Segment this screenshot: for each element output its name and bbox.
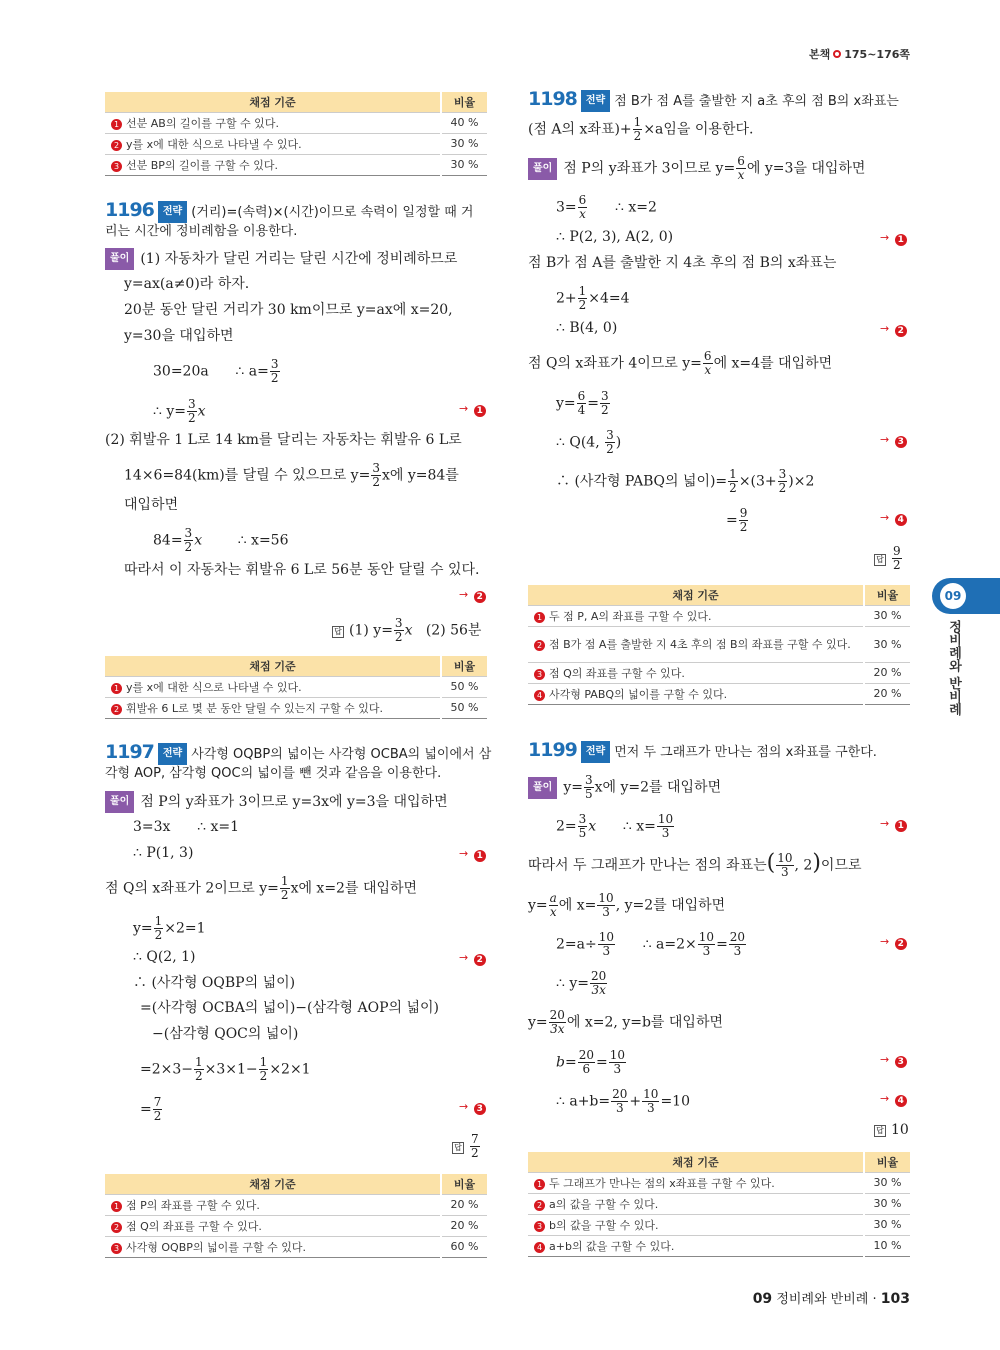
book-label: 본책	[808, 48, 831, 61]
solution-line: ∴ (사각형 PABQ의 넓이)= $\frac{1}{2}$ ×(3+ $\frac{3}{2}$ )×2	[556, 467, 815, 495]
fraction: $\frac{10}{3}$	[657, 812, 674, 840]
step-marker: → 4	[880, 511, 907, 526]
fraction: $\frac{3}{5}$	[578, 812, 587, 840]
fraction: $\frac{10}{3}$	[598, 930, 614, 958]
strategy-tag: 전략	[158, 201, 187, 223]
solution-line: ∴ B(4, 0)	[556, 320, 618, 336]
table-row: 4 a+b의 값을 구할 수 있다. 10 %	[528, 1235, 910, 1256]
solution-line: ∴ Q(2, 1)	[133, 949, 196, 965]
problem-1198-strategy: 1198 전략 점 B가 점 A를 출발한 지 a초 후의 점 B의 x좌표는	[528, 88, 899, 110]
solution-line: =2×3− $\frac{1}{2}$ ×3×1− $\frac{1}{2}$ ×2×1	[140, 1055, 311, 1083]
table-row: 2 a의 값을 구할 수 있다. 30 %	[528, 1193, 910, 1214]
table-row: 3 b의 값을 구할 수 있다. 30 %	[528, 1214, 910, 1235]
fraction: $\frac{10}{3}$	[777, 851, 793, 879]
solution-line: y= $\frac{a}{x}$ 에 x= $\frac{10}{3}$ , y=2를 대입하면	[528, 891, 726, 919]
step-marker: → 3	[880, 1053, 907, 1068]
fraction: $\frac{6}{x}$	[737, 154, 745, 182]
fraction: $\frac{20}{3}$	[612, 1087, 628, 1115]
criteria-table-1196: 채점 기준 비율 1 y를 x에 대한 식으로 나타낼 수 있다. 50 % 2 휘발유 6 L로 몇 분 동안 달릴 수 있는지 구할 수 있다. 50 %	[105, 656, 487, 719]
solution-line: 점 Q의 x좌표가 4이므로 y= $\frac{6}{x}$ 에 x=4를 대입하면	[528, 349, 833, 377]
answer: 답 (1) y= $\frac{3}{2}$ x (2) 56분	[332, 617, 481, 644]
table-row: 1 두 점 P, A의 좌표를 구할 수 있다. 30 %	[528, 605, 910, 626]
problem-1199-strategy: 1199 전략 먼저 두 그래프가 만나는 점의 x좌표를 구한다.	[528, 739, 877, 761]
fraction: $\frac{20}{3x}$	[591, 969, 607, 997]
fraction: $\frac{3}{2}$	[372, 461, 380, 489]
solution-line: 14×6=84(km)를 달릴 수 있으므로 y= $\frac{3}{2}$ x에 y=84를	[124, 461, 459, 489]
ratio-header: 비율	[441, 92, 487, 112]
fraction: $\frac{9}{2}$	[893, 544, 901, 572]
solution-line: ∴ (사각형 OQBP의 넓이)	[133, 975, 296, 991]
step-marker: → 1	[459, 402, 486, 417]
step-marker: → 2	[459, 951, 486, 966]
step-marker: → 4	[880, 1092, 907, 1107]
chapter-number: 09	[940, 583, 966, 609]
chapter-title: 정비례와 반비례	[946, 620, 961, 716]
table-row: 2 y를 x에 대한 식으로 나타낼 수 있다. 30 %	[105, 133, 487, 154]
solution-line: 풀이 점 P의 y좌표가 3이므로 y=3x에 y=3을 대입하면	[105, 791, 448, 813]
problem-number: 1199	[528, 739, 577, 761]
problem-1197-strategy: 1197 전략 사각형 OQBP의 넓이는 사각형 OCBA의 넓이에서 삼	[105, 741, 492, 763]
solution-line: =(사각형 OCBA의 넓이)−(삼각형 AOP의 넓이)	[140, 1000, 439, 1016]
solution-line: 2= $\frac{3}{5}$ x ∴ x= $\frac{10}{3}$	[556, 812, 674, 840]
footer-title: 정비례와 반비례	[776, 1292, 869, 1307]
table-row: 3 점 Q의 좌표를 구할 수 있다. 20 %	[528, 662, 910, 683]
page-footer: 09 정비례와 반비례 · 103	[752, 1291, 910, 1307]
page-number: 103	[880, 1291, 910, 1307]
answer-icon: 답	[874, 554, 886, 566]
solution-line: ∴ Q(4, $\frac{3}{2}$ )	[556, 428, 622, 456]
fraction: $\frac{3}{2}$	[778, 467, 787, 495]
page-header	[809, 46, 910, 62]
solution-line: 풀이 (1) 자동차가 달린 거리는 달린 시간에 정비례하므로	[105, 248, 457, 270]
table-row: 1 두 그래프가 만나는 점의 x좌표를 구할 수 있다. 30 %	[528, 1172, 910, 1193]
fraction: $\frac{6}{x}$	[703, 349, 712, 377]
footer-chapter: 09	[752, 1291, 773, 1307]
fraction: $\frac{3}{2}$	[188, 397, 196, 425]
solution-line: 풀이 y= $\frac{3}{5}$ x에 y=2를 대입하면	[528, 774, 721, 801]
strategy-text: (점 A의 x좌표)+ $\frac{1}{2}$ ×a임을 이용한다.	[528, 115, 754, 143]
solution-tag: 풀이	[105, 791, 134, 813]
solution-line: y=30을 대입하면	[124, 328, 234, 344]
fraction: $\frac{1}{2}$	[154, 914, 163, 942]
criteria-table-1198: 채점 기준 비율 1 두 점 P, A의 좌표를 구할 수 있다. 30 % 2 점 B가 점 A를 출발한 지 4초 후의 점 B의 좌표를 구할 수 있다. 30 % 3 점 Q의 좌표를 구할 수 있다. 20 % 4 사각형 PABQ의 넓이를 구할 수 있다. 20 %	[528, 585, 910, 705]
table-row: 1 y를 x에 대한 식으로 나타낼 수 있다. 50 %	[105, 676, 487, 697]
step-marker: → 3	[459, 1100, 486, 1115]
table-row: 2 휘발유 6 L로 몇 분 동안 달릴 수 있는지 구할 수 있다. 50 %	[105, 697, 487, 718]
solution-line: 3=3x ∴ x=1	[133, 819, 240, 835]
solution-line: 2+ $\frac{1}{2}$ ×4=4	[556, 284, 630, 312]
chapter-tab[interactable]	[932, 578, 1000, 614]
answer-icon: 답	[452, 1142, 464, 1154]
bullet-icon	[833, 50, 841, 58]
fraction: $\frac{3}{2}$	[184, 526, 193, 554]
problem-number: 1196	[105, 199, 154, 221]
page-range: 175~176쪽	[844, 48, 910, 61]
fraction: $\frac{20}{3}$	[729, 930, 746, 958]
solution-line: (2) 휘발유 1 L로 14 km를 달리는 자동차는 휘발유 6 L로	[105, 432, 462, 448]
solution-line: 따라서 두 그래프가 만나는 점의 좌표는( $\frac{10}{3}$ , 2)이므로	[528, 850, 862, 879]
fraction: $\frac{3}{5}$	[584, 773, 593, 801]
solution-line: 20분 동안 달린 거리가 30 km이므로 y=ax에 x=20,	[124, 302, 453, 318]
solution-tag: 풀이	[105, 248, 134, 270]
fraction: $\frac{3}{2}$	[394, 616, 403, 644]
fraction: $\frac{10}{3}$	[598, 891, 614, 919]
table-row: 2 점 B가 점 A를 출발한 지 4초 후의 점 B의 좌표를 구할 수 있다. 30 %	[528, 626, 910, 662]
step-marker: → 1	[880, 817, 907, 832]
fraction: $\frac{1}{2}$	[259, 1055, 268, 1083]
fraction: $\frac{3}{2}$	[606, 428, 614, 456]
answer-icon: 답	[332, 626, 344, 638]
problem-number: 1198	[528, 88, 577, 110]
strategy-tag: 전략	[581, 741, 610, 763]
solution-line: 점 Q의 x좌표가 2이므로 y= $\frac{1}{2}$ x에 x=2를 대입하면	[105, 874, 418, 902]
problem-1196-strategy: 1196 전략 (거리)=(속력)×(시간)이므로 속력이 일정할 때 거	[105, 199, 474, 221]
fraction: $\frac{10}{3}$	[643, 1087, 659, 1115]
strategy-tag: 전략	[581, 90, 610, 112]
fraction: $\frac{10}{3}$	[698, 930, 715, 958]
fraction: $\frac{1}{2}$	[195, 1055, 203, 1083]
strategy-text: 각형 AOP, 삼각형 QOC의 넓이를 뺀 것과 같음을 이용한다.	[105, 766, 442, 781]
solution-line: 대입하면	[124, 497, 179, 513]
problem-number: 1197	[105, 741, 154, 763]
table-row: 2 점 Q의 좌표를 구할 수 있다. 20 %	[105, 1215, 487, 1236]
solution-line: y= $\frac{20}{3x}$ 에 x=2, y=b를 대입하면	[528, 1008, 724, 1036]
solution-line: y= $\frac{1}{2}$ ×2=1	[133, 914, 206, 942]
fraction: $\frac{20}{6}$	[578, 1048, 594, 1076]
table-row: 4 사각형 PABQ의 넓이를 구할 수 있다. 20 %	[528, 683, 910, 704]
solution-line: 3= $\frac{6}{x}$ ∴ x=2	[556, 193, 657, 221]
solution-line: ∴ y= $\frac{20}{3x}$	[556, 969, 607, 997]
fraction: $\frac{1}{2}$	[633, 115, 642, 143]
answer-icon: 답	[874, 1125, 886, 1137]
fraction: $\frac{3}{2}$	[270, 357, 279, 385]
strategy-text: 리는 시간에 정비례함을 이용한다.	[105, 224, 298, 239]
table-row: 1 점 P의 좌표를 구할 수 있다. 20 %	[105, 1194, 487, 1215]
fraction: $\frac{3}{2}$	[601, 389, 609, 417]
fraction: $\frac{7}{2}$	[153, 1095, 162, 1123]
table-row: 3 사각형 OQBP의 넓이를 구할 수 있다. 60 %	[105, 1236, 487, 1257]
strategy-tag: 전략	[158, 743, 187, 765]
solution-line: y=ax(a≠0)라 하자.	[124, 276, 250, 292]
table-row: 3 선분 BP의 길이를 구할 수 있다. 30 %	[105, 154, 487, 175]
step-marker: → 3	[880, 433, 907, 448]
solution-line: 따라서 이 자동차는 휘발유 6 L로 56분 동안 달릴 수 있다.	[124, 562, 480, 578]
fraction: $\frac{1}{2}$	[729, 467, 737, 495]
step-marker: → 2	[880, 322, 907, 337]
fraction: $\frac{1}{2}$	[280, 874, 289, 902]
solution-line: y= $\frac{6}{4}$ = $\frac{3}{2}$	[556, 389, 609, 417]
solution-line: b= $\frac{20}{6}$ = $\frac{10}{3}$	[556, 1048, 625, 1076]
step-marker: → 1	[459, 847, 486, 862]
fraction: $\frac{20}{3x}$	[549, 1008, 565, 1036]
answer	[452, 1133, 481, 1160]
solution-line: = $\frac{9}{2}$	[726, 506, 748, 534]
solution-tag: 풀이	[528, 777, 557, 799]
solution-line: ∴ y= $\frac{3}{2}$ x	[153, 397, 206, 425]
fraction: $\frac{7}{2}$	[471, 1132, 479, 1160]
answer: 답 10	[874, 1122, 909, 1138]
solution-line: ∴ P(2, 3), A(2, 0)	[556, 229, 674, 245]
solution-line: 30=20a ∴ a= $\frac{3}{2}$	[153, 357, 279, 385]
solution-line: −(삼각형 QOC의 넓이)	[152, 1026, 299, 1042]
solution-line: 84= $\frac{3}{2}$ x ∴ x=56	[153, 526, 289, 554]
criteria-table-1197: 채점 기준 비율 1 점 P의 좌표를 구할 수 있다. 20 % 2 점 Q의 좌표를 구할 수 있다. 20 % 3 사각형 OQBP의 넓이를 구할 수 있다. 60 %	[105, 1174, 487, 1258]
criteria-table-1195	[105, 92, 487, 176]
solution-line: ∴ P(1, 3)	[133, 845, 194, 861]
solution-line: = $\frac{7}{2}$	[140, 1095, 162, 1123]
solution-line: 2=a÷ $\frac{10}{3}$ ∴ a=2× $\frac{10}{3}$ = $\frac{20}{3}$	[556, 930, 746, 958]
solution-line: 풀이 점 P의 y좌표가 3이므로 y= $\frac{6}{x}$ 에 y=3을 대입하면	[528, 155, 865, 182]
fraction: $\frac{6}{4}$	[577, 389, 586, 417]
solution-line: 점 B가 점 A를 출발한 지 4초 후의 점 B의 x좌표는	[528, 255, 837, 271]
fraction: $\frac{a}{x}$	[549, 891, 557, 919]
criteria-header: 채점 기준	[105, 92, 441, 112]
solution-tag: 풀이	[528, 158, 557, 180]
fraction: $\frac{10}{3}$	[609, 1048, 625, 1076]
step-marker: → 2	[459, 588, 486, 603]
solution-line: ∴ a+b= $\frac{20}{3}$ + $\frac{10}{3}$ =10	[556, 1087, 690, 1115]
table-row: 1 선분 AB의 길이를 구할 수 있다. 40 %	[105, 112, 487, 133]
step-marker: → 1	[880, 231, 907, 246]
criteria-table-1199: 채점 기준 비율 1 두 그래프가 만나는 점의 x좌표를 구할 수 있다. 30 % 2 a의 값을 구할 수 있다. 30 % 3 b의 값을 구할 수 있다. 30 % 4 a+b의 값을 구할 수 있다. 10 %	[528, 1152, 910, 1257]
step-marker: → 2	[880, 935, 907, 950]
answer	[874, 545, 903, 572]
fraction: $\frac{1}{2}$	[578, 284, 587, 312]
fraction: $\frac{9}{2}$	[739, 506, 748, 534]
fraction: $\frac{6}{x}$	[578, 193, 587, 221]
